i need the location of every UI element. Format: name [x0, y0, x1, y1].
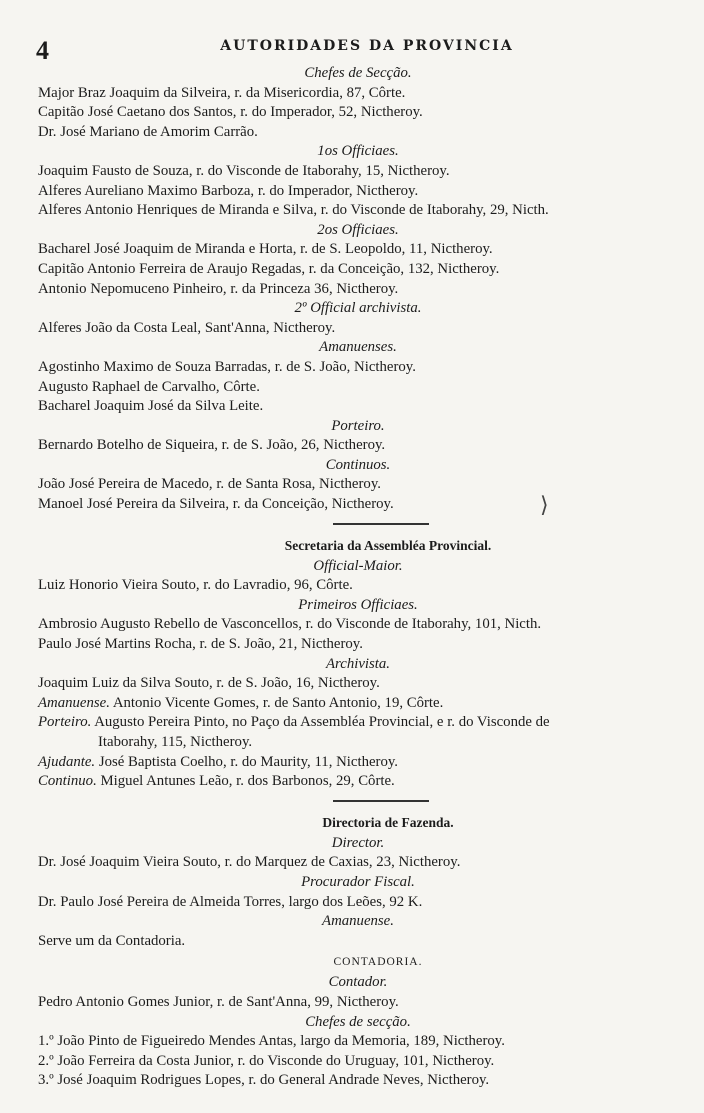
entry: Joaquim Fausto de Souza, r. do Visconde de Itaborahy, 15, Nictheroy.	[38, 162, 450, 179]
subheading-amanuenses: Amanuenses.	[319, 339, 397, 356]
page-header: AUTORIDADES DA PROVINCIA	[220, 38, 514, 54]
entry: Dr. José Mariano de Amorim Carrão.	[38, 123, 258, 140]
entry: Antonio Nepomuceno Pinheiro, r. da Princeza 36, Nictheroy.	[38, 280, 399, 297]
entry: Major Braz Joaquim da Silveira, r. da Misericordia, 87, Côrte.	[38, 84, 406, 101]
entry: João José Pereira de Macedo, r. de Santa Rosa, Nictheroy.	[38, 476, 381, 493]
entry-label: Continuo.	[38, 773, 97, 790]
entry-text: Miguel Antunes Leão, r. dos Barbonos, 29, Côrte.	[100, 773, 395, 790]
entry: Pedro Antonio Gomes Junior, r. de Sant'Anna, 99, Nictheroy.	[38, 993, 399, 1010]
entry: Agostinho Maximo de Souza Barradas, r. de S. João, Nictheroy.	[38, 358, 416, 375]
entry: Alferes Antonio Henriques de Miranda e Silva, r. do Visconde de Itaborahy, 29, Nicth.	[38, 202, 549, 219]
subheading-archivista: Archivista.	[326, 655, 390, 672]
entry: Augusto Raphael de Carvalho, Côrte.	[38, 378, 260, 395]
entry: Bernardo Botelho de Siqueira, r. de S. João, 26, Nictheroy.	[38, 437, 386, 454]
section-divider	[333, 523, 429, 525]
section-heading-fazenda: Directoria de Fazenda.	[322, 814, 454, 830]
subheading-contador: Contador.	[328, 974, 388, 991]
entry: Paulo José Martins Rocha, r. de S. João, 21, Nictheroy.	[38, 636, 363, 653]
entry: 1.º João Pinto de Figueiredo Mendes Antas, largo da Memoria, 189, Nictheroy.	[38, 1033, 505, 1050]
entry-label: Ajudante.	[38, 753, 96, 770]
entry-text: José Baptista Coelho, r. do Maurity, 11, Nictheroy.	[98, 753, 399, 770]
entry: Manoel José Pereira da Silveira, r. da Conceição, Nictheroy.	[38, 496, 394, 513]
subheading-director: Director.	[331, 834, 385, 851]
entry-amanuense	[38, 694, 678, 714]
section-divider	[333, 800, 429, 802]
entry-continuo	[38, 772, 678, 792]
subheading-porteiro: Porteiro.	[331, 417, 385, 434]
entry: 3.º José Joaquim Rodrigues Lopes, r. do General Andrade Neves, Nictheroy.	[38, 1072, 490, 1089]
section-heading-assemblea: Secretaria da Assembléa Provincial.	[284, 537, 492, 553]
entry: Dr. José Joaquim Vieira Souto, r. do Marquez de Caxias, 23, Nictheroy.	[38, 854, 461, 871]
subheading-procurador: Procurador Fiscal.	[301, 873, 415, 890]
entry-porteiro	[38, 713, 678, 733]
entry: Capitão José Caetano dos Santos, r. do Imperador, 52, Nictheroy.	[38, 104, 423, 121]
subheading-primeiros: Primeiros Officiaes.	[298, 596, 418, 613]
entry: Alferes João da Costa Leal, Sant'Anna, Nictheroy.	[38, 319, 336, 336]
entry: Luiz Honorio Vieira Souto, r. do Lavradio, 96, Côrte.	[38, 577, 353, 594]
entry-continuation: Itaborahy, 115, Nictheroy.	[98, 734, 253, 750]
entry: Capitão Antonio Ferreira de Araujo Regadas, r. da Conceição, 132, Nictheroy.	[38, 260, 500, 277]
entry: Dr. Paulo José Pereira de Almeida Torres, largo dos Leões, 92 K.	[38, 893, 423, 910]
subheading-amanuense: Amanuense.	[322, 913, 394, 930]
pencil-mark-icon: ⟩	[540, 492, 549, 517]
entry-text: Augusto Pereira Pinto, no Paço da Assembléa Provincial, e r. do Visconde de	[94, 714, 550, 731]
page-number: 4	[36, 36, 49, 65]
entry: Alferes Aureliano Maximo Barboza, r. do Imperador, Nictheroy.	[38, 182, 419, 199]
entry-text: Antonio Vicente Gomes, r. de Santo Antonio, 19, Côrte.	[112, 694, 444, 711]
entry: Bacharel Joaquim José da Silva Leite.	[38, 398, 264, 415]
subheading-chefes: Chefes de secção.	[305, 1013, 411, 1030]
entry: Bacharel José Joaquim de Miranda e Horta, r. de S. Leopoldo, 11, Nictheroy.	[38, 241, 493, 258]
subheading-primeiros: 1os Officiaes.	[317, 143, 399, 160]
entry: 2.º João Ferreira da Costa Junior, r. do Visconde do Uruguay, 101, Nictheroy.	[38, 1052, 495, 1069]
entry-ajudante	[38, 753, 678, 773]
subheading-chefes: Chefes de Secção.	[304, 65, 412, 81]
section-heading-contadoria: CONTADORIA.	[333, 956, 423, 969]
subheading-segundos: 2os Officiaes.	[317, 221, 399, 238]
subheading-continuos: Continuos.	[325, 456, 391, 473]
entry: Serve um da Contadoria.	[38, 932, 186, 949]
subheading-official-maior: Official-Maior.	[313, 557, 403, 574]
entry: Ambrosio Augusto Rebello de Vasconcellos, r. do Visconde de Itaborahy, 101, Nicth.	[38, 616, 542, 633]
document-body	[38, 64, 678, 1091]
entry-label: Amanuense.	[38, 694, 110, 711]
entry: Joaquim Luiz da Silva Souto, r. de S. João, 16, Nictheroy.	[38, 675, 380, 692]
entry-label: Porteiro.	[38, 714, 92, 731]
subheading-archivista: 2º Official archivista.	[294, 300, 422, 317]
